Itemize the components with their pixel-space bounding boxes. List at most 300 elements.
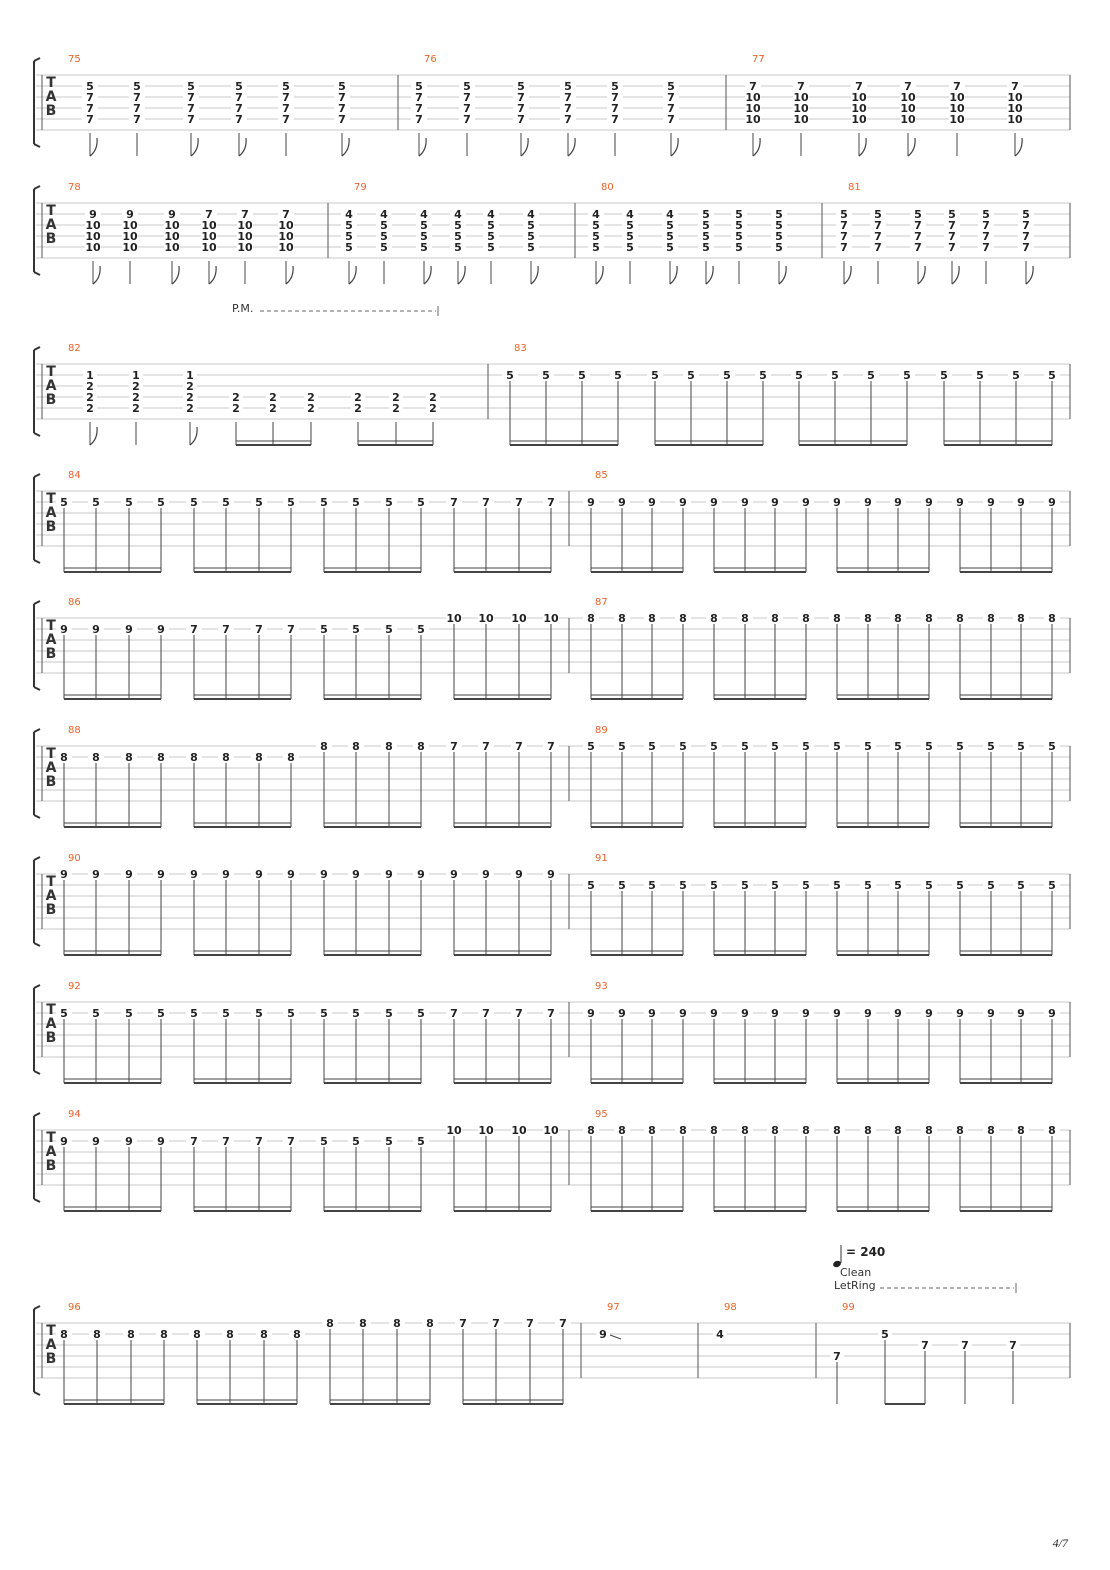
fret-number: 5 [454,230,462,243]
fret-number: 5 [352,1007,360,1020]
tab-system [34,985,1070,1083]
fret-number: 8 [1017,1124,1025,1137]
fret-number: 8 [352,740,360,753]
fret-number: 8 [648,612,656,625]
eighth-flag [568,138,575,156]
fret-number: 8 [293,1328,301,1341]
fret-number: 10 [511,1124,527,1137]
fret-number: 10 [85,219,101,232]
fret-number: 8 [160,1328,168,1341]
fret-number: 10 [949,102,965,115]
fret-number: 7 [190,623,198,636]
fret-number: 8 [320,740,328,753]
eighth-flag [1026,266,1033,284]
fret-number: 2 [429,402,437,415]
fret-number: 8 [710,612,718,625]
fret-number: 7 [415,102,423,115]
fret-number: 5 [775,208,783,221]
fret-number: 7 [482,496,490,509]
fret-number: 7 [482,740,490,753]
fret-number: 8 [710,1124,718,1137]
fret-number: 10 [122,241,138,254]
fret-number: 9 [417,868,425,881]
fret-number: 2 [132,380,140,393]
fret-number: 9 [1017,1007,1025,1020]
fret-number: 5 [771,879,779,892]
fret-number: 5 [287,496,295,509]
fret-number: 9 [60,623,68,636]
page-number: 4/7 [1052,1536,1068,1550]
measure-number: 85 [595,470,608,481]
fret-number: 7 [667,113,675,126]
measure-number: 96 [68,1302,81,1313]
fret-number: 5 [385,496,393,509]
fret-number: 7 [1022,219,1030,232]
system-bracket [34,186,40,275]
fret-number: 8 [618,1124,626,1137]
fret-number: 7 [338,91,346,104]
fret-number: 4 [487,208,495,221]
fret-number: 9 [1017,496,1025,509]
fret-number: 7 [559,1317,567,1330]
fret-number: 9 [802,1007,810,1020]
fret-number: 7 [415,91,423,104]
fret-number: 5 [417,623,425,636]
fret-number: 7 [982,219,990,232]
measure-number: 82 [68,343,81,354]
fret-number: 9 [1048,1007,1056,1020]
fret-number: 5 [157,496,165,509]
fret-number: 7 [667,102,675,115]
fret-number: 7 [235,102,243,115]
fret-number: 10 [900,113,916,126]
fret-number: 7 [463,91,471,104]
tab-clef-letter: B [45,231,57,247]
fret-number: 5 [795,369,803,382]
tab-clef-letter: T [46,1323,56,1339]
fret-number: 5 [956,740,964,753]
fret-number: 5 [222,1007,230,1020]
fret-number: 7 [255,1135,263,1148]
fret-number: 10 [201,241,217,254]
fret-number: 10 [949,113,965,126]
fret-number: 9 [92,1135,100,1148]
fret-number: 5 [648,740,656,753]
fret-number: 8 [833,612,841,625]
fret-number: 5 [527,230,535,243]
fret-number: 7 [611,102,619,115]
fret-number: 10 [164,230,180,243]
fret-number: 7 [338,113,346,126]
fret-number: 10 [900,91,916,104]
fret-number: 9 [648,496,656,509]
fret-number: 5 [1012,369,1020,382]
fret-number: 8 [1017,612,1025,625]
fret-number: 8 [956,612,964,625]
fret-number: 5 [385,1007,393,1020]
measure-number: 95 [595,1109,608,1120]
fret-number: 5 [352,623,360,636]
fret-number: 5 [282,80,290,93]
fret-number: 5 [702,241,710,254]
fret-number: 9 [618,496,626,509]
fret-number: 7 [133,113,141,126]
measure-number: 97 [607,1302,620,1313]
fret-number: 9 [802,496,810,509]
fret-number: 9 [894,496,902,509]
fret-number: 7 [338,102,346,115]
fret-number: 5 [320,1007,328,1020]
fret-number: 9 [515,868,523,881]
fret-number: 9 [741,1007,749,1020]
fret-number: 5 [925,879,933,892]
fret-number: 9 [60,1135,68,1148]
fret-number: 2 [307,391,315,404]
fret-number: 5 [420,230,428,243]
fret-number: 10 [543,1124,559,1137]
fret-number: 2 [354,391,362,404]
fret-number: 5 [587,740,595,753]
system-bracket [34,729,40,818]
fret-number: 10 [237,219,253,232]
fret-number: 8 [426,1317,434,1330]
fret-number: 10 [851,102,867,115]
fret-number: 8 [226,1328,234,1341]
fret-number: 5 [759,369,767,382]
fret-number: 9 [125,868,133,881]
fret-number: 9 [771,1007,779,1020]
fret-number: 7 [874,219,882,232]
fret-number: 8 [771,1124,779,1137]
eighth-flag [191,138,198,156]
eighth-flag [419,138,426,156]
fret-number: 9 [587,1007,595,1020]
fret-number: 2 [132,391,140,404]
fret-number: 4 [716,1328,724,1341]
fret-number: 10 [793,102,809,115]
fret-number: 9 [222,868,230,881]
tab-clef-letter: B [45,1158,57,1174]
fret-number: 7 [222,1135,230,1148]
fret-number: 10 [85,230,101,243]
fret-number: 7 [961,1339,969,1352]
fret-number: 5 [702,219,710,232]
fret-number: 5 [125,1007,133,1020]
fret-number: 5 [517,80,525,93]
fret-number: 9 [92,868,100,881]
fret-number: 10 [446,612,462,625]
fret-number: 9 [482,868,490,881]
fret-number: 10 [278,241,294,254]
fret-number: 5 [92,1007,100,1020]
eighth-flag [172,266,179,284]
fret-number: 5 [420,219,428,232]
fret-number: 8 [648,1124,656,1137]
fret-number: 9 [956,1007,964,1020]
fret-number: 9 [956,496,964,509]
fret-number: 7 [86,91,94,104]
fret-number: 4 [592,208,600,221]
fret-number: 8 [222,751,230,764]
fret-number: 9 [125,623,133,636]
fret-number: 5 [987,879,995,892]
fret-number: 7 [187,102,195,115]
eighth-flag [239,138,246,156]
fret-number: 7 [187,91,195,104]
fret-number: 5 [133,80,141,93]
fret-number: 5 [1022,208,1030,221]
system-bracket [34,347,40,436]
measure-number: 81 [848,182,861,193]
fret-number: 5 [385,623,393,636]
fret-number: 5 [320,1135,328,1148]
fret-number: 8 [157,751,165,764]
fret-number: 8 [894,612,902,625]
fret-number: 5 [1017,879,1025,892]
fret-number: 5 [833,740,841,753]
fret-number: 7 [282,113,290,126]
fret-number: 8 [1048,1124,1056,1137]
fret-number: 10 [851,91,867,104]
fret-number: 2 [429,391,437,404]
tab-clef-letter: B [45,902,57,918]
fret-number: 10 [745,91,761,104]
fret-number: 2 [186,402,194,415]
fret-number: 7 [515,1007,523,1020]
fret-number: 2 [354,402,362,415]
fret-number: 5 [666,219,674,232]
fret-number: 5 [1048,369,1056,382]
fret-number: 2 [392,402,400,415]
fret-number: 7 [1009,1339,1017,1352]
fret-number: 5 [320,623,328,636]
fret-number: 5 [380,219,388,232]
fret-number: 8 [127,1328,135,1341]
fret-number: 5 [903,369,911,382]
eighth-flag [1015,138,1022,156]
fret-number: 5 [380,241,388,254]
fret-number: 1 [86,369,94,382]
fret-number: 5 [802,879,810,892]
tab-clef-letter: T [46,1002,56,1018]
fret-number: 5 [190,1007,198,1020]
fret-number: 7 [190,1135,198,1148]
slide-out-mark [610,1335,621,1339]
fret-number: 5 [125,496,133,509]
eighth-flag [908,138,915,156]
fret-number: 5 [626,230,634,243]
fret-number: 9 [925,496,933,509]
measure-number: 80 [601,182,614,193]
measure-number: 77 [752,54,765,65]
tab-clef-letter: B [45,1030,57,1046]
fret-number: 2 [86,380,94,393]
fret-number: 8 [385,740,393,753]
fret-number: 4 [527,208,535,221]
fret-number: 7 [982,241,990,254]
fret-number: 5 [1048,879,1056,892]
fret-number: 9 [168,208,176,221]
measure-number: 92 [68,981,81,992]
fret-number: 5 [338,80,346,93]
fret-number: 10 [122,230,138,243]
fret-number: 7 [840,241,848,254]
fret-number: 5 [157,1007,165,1020]
fret-number: 7 [833,1350,841,1363]
eighth-flag [596,266,603,284]
fret-number: 9 [833,1007,841,1020]
fret-number: 4 [345,208,353,221]
fret-number: 9 [864,1007,872,1020]
fret-number: 8 [925,612,933,625]
fret-number: 7 [948,230,956,243]
fret-number: 2 [392,391,400,404]
fret-number: 7 [187,113,195,126]
fret-number: 10 [851,113,867,126]
fret-number: 5 [417,496,425,509]
fret-number: 8 [833,1124,841,1137]
fret-number: 9 [679,496,687,509]
fret-number: 5 [487,241,495,254]
fret-number: 5 [235,80,243,93]
fret-number: 8 [802,1124,810,1137]
fret-number: 5 [833,879,841,892]
fret-number: 8 [287,751,295,764]
fret-number: 5 [702,208,710,221]
fret-number: 2 [269,402,277,415]
fret-number: 5 [417,1007,425,1020]
eighth-flag [342,138,349,156]
fret-number: 2 [132,402,140,415]
fret-number: 2 [269,391,277,404]
fret-number: 9 [679,1007,687,1020]
fret-number: 5 [956,879,964,892]
fret-number: 9 [710,1007,718,1020]
fret-number: 5 [60,496,68,509]
fret-number: 10 [164,241,180,254]
fret-number: 5 [881,1328,889,1341]
measure-number: 88 [68,725,81,736]
measure-number: 94 [68,1109,81,1120]
measure-number: 76 [424,54,437,65]
fret-number: 5 [352,1135,360,1148]
fret-number: 10 [478,1124,494,1137]
fret-number: 5 [611,80,619,93]
fret-number: 9 [92,623,100,636]
system-bracket [34,601,40,690]
fret-number: 5 [976,369,984,382]
fret-number: 5 [626,219,634,232]
fret-number: 5 [592,230,600,243]
fret-number: 1 [132,369,140,382]
fret-number: 5 [710,740,718,753]
fret-number: 9 [925,1007,933,1020]
eighth-flag [424,266,431,284]
fret-number: 2 [232,391,240,404]
fret-number: 9 [126,208,134,221]
fret-number: 7 [515,496,523,509]
fret-number: 5 [771,740,779,753]
eighth-flag [349,266,356,284]
fret-number: 8 [260,1328,268,1341]
fret-number: 5 [345,219,353,232]
tab-clef-letter: B [45,392,57,408]
fret-number: 5 [385,1135,393,1148]
fret-number: 9 [385,868,393,881]
fret-number: 5 [687,369,695,382]
fret-number: 5 [735,241,743,254]
fret-number: 5 [831,369,839,382]
fret-number: 5 [741,740,749,753]
fret-number: 5 [420,241,428,254]
fret-number: 5 [380,230,388,243]
fret-number: 5 [679,740,687,753]
fret-number: 5 [735,230,743,243]
fret-number: 5 [666,241,674,254]
fret-number: 8 [255,751,263,764]
fret-number: 7 [287,1135,295,1148]
fret-number: 7 [1011,80,1019,93]
fret-number: 5 [463,80,471,93]
fret-number: 7 [904,80,912,93]
fret-number: 8 [987,612,995,625]
fret-number: 7 [450,1007,458,1020]
fret-number: 7 [921,1339,929,1352]
fret-number: 5 [564,80,572,93]
fret-number: 10 [237,230,253,243]
fret-number: 9 [771,496,779,509]
fret-number: 5 [618,879,626,892]
fret-number: 5 [1048,740,1056,753]
fret-number: 8 [125,751,133,764]
system-bracket [34,857,40,946]
palm-mute-label: P.M. [232,302,254,315]
fret-number: 10 [543,612,559,625]
fret-number: 8 [417,740,425,753]
eighth-flag [952,266,959,284]
fret-number: 5 [487,230,495,243]
fret-number: 9 [741,496,749,509]
fret-number: 5 [679,879,687,892]
fret-number: 1 [186,369,194,382]
eighth-flag [859,138,866,156]
fret-number: 8 [925,1124,933,1137]
fret-number: 10 [478,612,494,625]
tab-clef-letter: A [45,888,57,904]
fret-number: 8 [679,612,687,625]
measure-number: 78 [68,182,81,193]
fret-number: 5 [735,219,743,232]
fret-number: 5 [651,369,659,382]
fret-number: 7 [282,208,290,221]
fret-number: 7 [914,219,922,232]
fret-number: 8 [60,1328,68,1341]
measure-number: 98 [724,1302,737,1313]
eighth-flag [286,266,293,284]
fret-number: 8 [587,612,595,625]
fret-number: 7 [282,102,290,115]
eighth-flag [190,427,197,445]
fret-number: 7 [517,113,525,126]
fret-number: 9 [320,868,328,881]
measure-number: 83 [514,343,527,354]
fret-number: 9 [1048,496,1056,509]
measure-number: 90 [68,853,81,864]
eighth-flag [521,138,528,156]
fret-number: 7 [611,113,619,126]
fret-number: 5 [454,219,462,232]
fret-number: 5 [987,740,995,753]
